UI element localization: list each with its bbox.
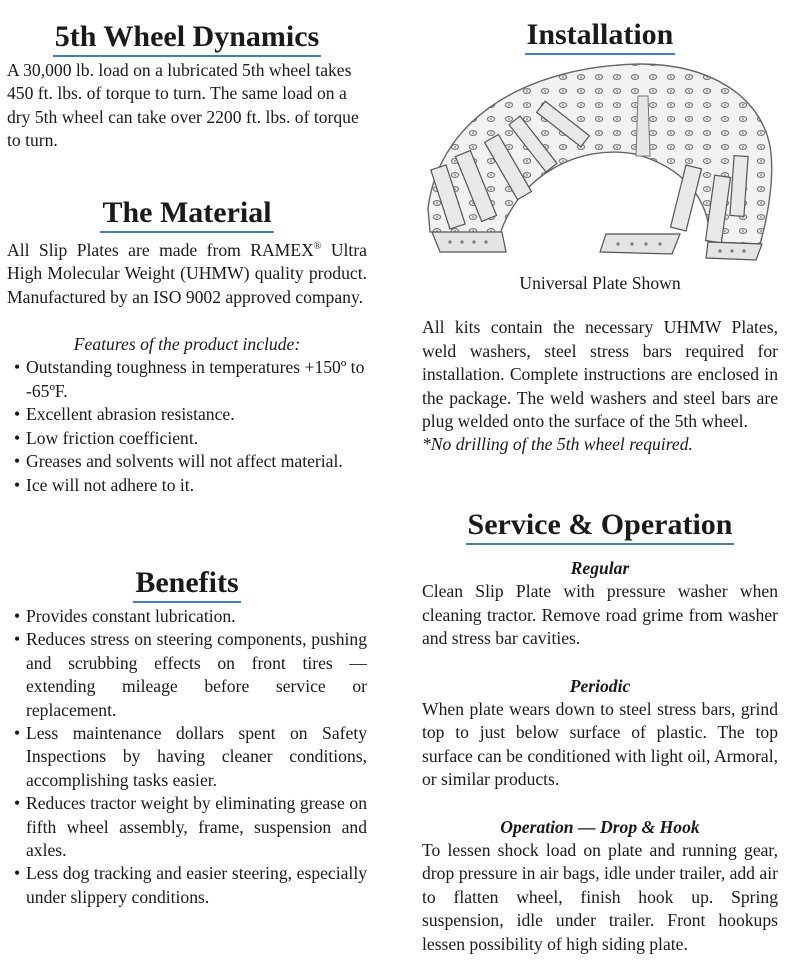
list-item: • Outstanding toughness in temperatures +150º to -65ºF. [14,357,365,401]
bullet-icon: • [14,404,21,425]
operation-heading: Operation — Drop & Hook [500,816,700,837]
list-item: • Greases and solvents will not affect material. [7,450,367,473]
section-installation-text [422,272,778,457]
features-list [7,356,367,496]
bullet-icon: • [14,723,21,744]
list-item: • Reduces tractor weight by eliminating grease on fifth wheel assembly, frame, suspension and axles. [14,793,367,861]
section-service [422,508,778,956]
center-slot [636,96,650,156]
installation-note: *No drilling of the 5th wheel required. [422,434,693,455]
bullet-icon: • [14,474,21,495]
service-heading: Service & Operation [422,508,778,545]
section-material [7,196,367,497]
list-item: • Low friction coefficient. [7,427,367,450]
periodic-heading: Periodic [569,675,631,696]
illustration-caption: Universal Plate Shown [519,273,681,293]
list-item: • Less maintenance dollars spent on Safety Inspections by having cleaner conditions, accomplishing tasks easier. [14,723,367,790]
list-item: • Excellent abrasion resistance. [7,403,367,426]
list-item: • Reduces stress on steering components, pushing and scrubbing effects on front tires — extending mileage before service or replacement. [14,629,367,720]
features-intro: Features of the product include: [73,334,301,355]
bullet-icon: • [14,606,21,626]
dynamics-heading: 5th Wheel Dynamics [7,20,367,57]
section-dynamics [7,20,367,153]
regular-heading: Regular [570,558,630,578]
list-item: • Provides constant lubrication. [7,605,367,628]
list-item: • Ice will not adhere to it. [7,474,367,497]
bullet-icon: • [14,427,21,448]
section-benefits [7,566,367,909]
registered-mark: ® [313,241,322,252]
bullet-icon: • [14,629,21,650]
benefits-heading: Benefits [7,566,367,603]
list-item: • Less dog tracking and easier steering, especially under slippery conditions. [14,863,367,907]
installation-body: All kits contain the necessary UHMW Plates, weld washers, steel stress bars required for installation. Complete instructions are enclosed in the package. The weld washers and steel bars are plug welded onto the surface of the 5th wheel. [422,317,778,432]
section-installation [422,18,778,55]
dynamics-body: A 30,000 lb. load on a lubricated 5th wheel takes 450 ft. lbs. of torque to turn. The same load on a dry 5th wheel can take over 2200 ft. lbs. of torque to turn. [7,60,359,151]
benefits-list [7,605,367,909]
bullet-icon: • [14,863,21,884]
universal-plate-illustration [410,56,780,264]
installation-heading: Installation [422,18,778,55]
material-heading: The Material [7,196,367,233]
periodic-body: When plate wears down to steel stress bars, grind top to just below surface of plastic. The top surface can be conditioned with light oil, Armoral, or similar products. [422,699,778,790]
material-body: All Slip Plates are made from RAMEX® Ultra High Molecular Weight (UHMW) quality product. Manufactured by an ISO 9002 approved company. [7,239,367,307]
bullet-icon: • [14,793,21,814]
bullet-icon: • [14,357,21,378]
bullet-icon: • [14,451,21,472]
regular-body: Clean Slip Plate with pressure washer when cleaning tractor. Remove road grime from washer and stress bar cavities. [422,581,778,649]
operation-body: To lessen shock load on plate and running gear, drop pressure in air bags, idle under trailer, add air to flatten wheel, finish hook up. Spring suspension, idle under trailer. Front hookups lessen possibility of high siding plate. [422,840,778,954]
